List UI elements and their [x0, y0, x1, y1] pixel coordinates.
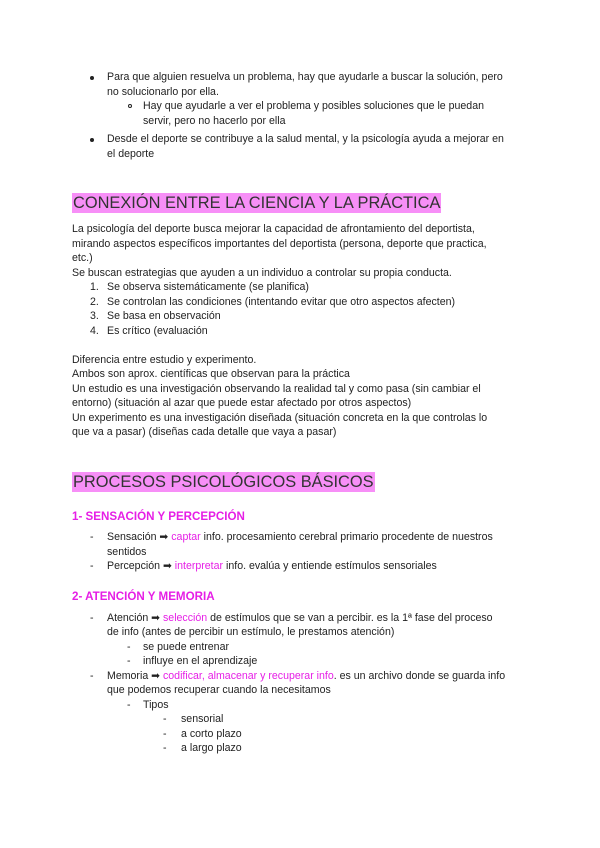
dash-bullet-icon: - [90, 531, 94, 543]
intro-bullet-2-line-2: el deporte [107, 148, 155, 160]
percepcion-item: Percepción ➡ interpretar info. evalúa y entiende estímulos sensoriales [107, 560, 437, 572]
subheading-atencion-memoria: 2- ATENCIÓN Y MEMORIA [72, 590, 215, 603]
para2: Se buscan estrategias que ayuden a un individuo a controlar su propia conducta. [72, 267, 452, 279]
bullet-dot-icon [90, 76, 94, 80]
section-heading-ciencia-practica: CONEXIÓN ENTRE LA CIENCIA Y LA PRÁCTICA [73, 194, 441, 212]
list-item-text: Se basa en observación [107, 310, 221, 322]
memoria-item-line-2: que podemos recuperar cuando la necesitamos [107, 684, 331, 696]
list-item-text: Se observa sistemáticamente (se planifica) [107, 281, 309, 293]
bullet-dot-icon [90, 138, 94, 142]
sensacion-item-line-2: sentidos [107, 546, 147, 558]
dash-bullet-icon: - [90, 560, 94, 572]
bullet-circle-icon [128, 104, 132, 108]
para1-line-3: etc.) [72, 252, 93, 264]
tipo-item: a corto plazo [181, 728, 242, 740]
intro-subbullet-line-2: servir, pero no hacerlo por ella [143, 115, 286, 127]
list-number: 1. [90, 281, 99, 293]
list-item-text: Se controlan las condiciones (intentando evitar que otro aspectos afecten) [107, 296, 456, 308]
dash-bullet-icon: - [90, 670, 94, 682]
tipo-item: sensorial [181, 713, 224, 725]
dash-bullet-icon: - [163, 742, 167, 754]
list-number: 3. [90, 310, 99, 322]
intro-bullet-1-line-2: no solucionarlo por ella. [107, 86, 219, 98]
atencion-item-line-2: de info (antes de percibir un estímulo, le prestamos atención) [107, 626, 395, 638]
tipos-label: Tipos [143, 699, 169, 711]
para3-line-4: entorno) (situación al azar que puede estar afectado por otros aspectos) [72, 397, 412, 409]
subheading-sensacion-percepcion: 1- SENSACIÓN Y PERCEPCIÓN [72, 510, 245, 523]
para3-line-6: que va a pasar) (diseñas cada detalle que vaya a pasar) [72, 426, 337, 438]
para3-line-1: Diferencia entre estudio y experimento. [72, 354, 257, 366]
para1-line-1: La psicología del deporte busca mejorar la capacidad de afrontamiento del deportista, [72, 223, 475, 235]
atencion-sub-item: influye en el aprendizaje [143, 655, 258, 667]
para3-line-2: Ambos son aprox. científicas que observan para la práctica [72, 368, 350, 380]
memoria-item: Memoria ➡ codificar, almacenar y recuperar info. es un archivo donde se guarda info [107, 670, 506, 682]
tipo-item: a largo plazo [181, 742, 242, 754]
para1-line-2: mirando aspectos específicos importantes del deportista (persona, deporte que practica, [72, 238, 487, 250]
list-number: 2. [90, 296, 99, 308]
dash-bullet-icon: - [127, 699, 131, 711]
sensacion-item: Sensación ➡ captar info. procesamiento cerebral primario procedente de nuestros [107, 531, 493, 543]
dash-bullet-icon: - [163, 728, 167, 740]
intro-bullet-1-line-1: Para que alguien resuelva un problema, hay que ayudarle a buscar la solución, pero [107, 71, 503, 83]
intro-bullet-2-line-1: Desde el deporte se contribuye a la salud mental, y la psicología ayuda a mejorar en [107, 133, 504, 145]
dash-bullet-icon: - [163, 713, 167, 725]
para3-line-3: Un estudio es una investigación observando la realidad tal y como pasa (sin cambiar el [72, 383, 481, 395]
list-item-text: Es crítico (evaluación [107, 325, 208, 337]
atencion-item: Atención ➡ selección de estímulos que se van a percibir. es la 1ª fase del proceso [107, 612, 493, 624]
dash-bullet-icon: - [127, 641, 131, 653]
dash-bullet-icon: - [127, 655, 131, 667]
section-heading-procesos: PROCESOS PSICOLÓGICOS BÁSICOS [73, 473, 374, 491]
intro-subbullet-line-1: Hay que ayudarle a ver el problema y posibles soluciones que le puedan [143, 100, 484, 112]
list-number: 4. [90, 325, 99, 337]
para3-line-5: Un experimento es una investigación diseñada (situación concreta en la que controlas lo [72, 412, 488, 424]
dash-bullet-icon: - [90, 612, 94, 624]
atencion-sub-item: se puede entrenar [143, 641, 229, 653]
